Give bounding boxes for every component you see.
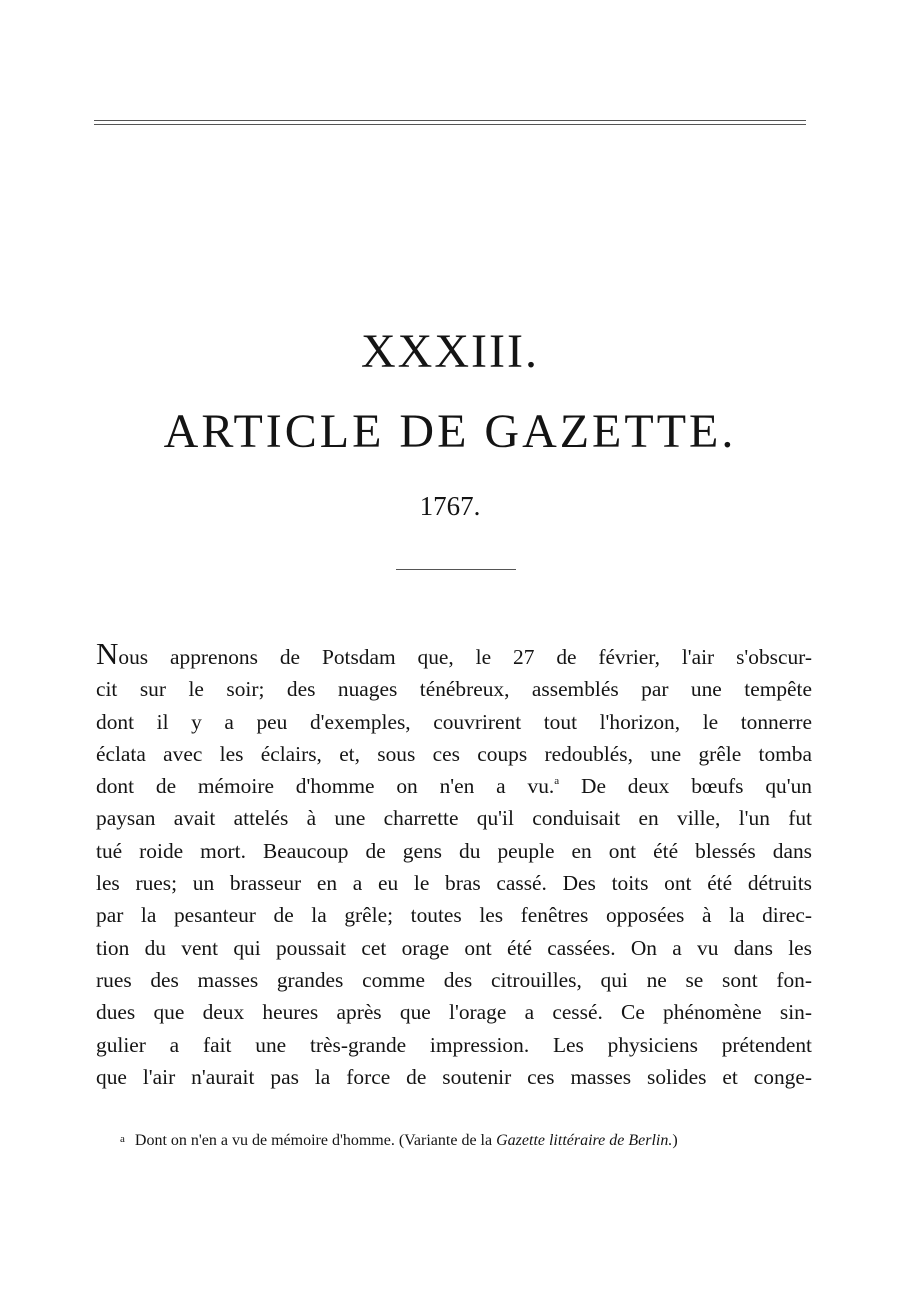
body-line: dues que deux heures après que l'orage a cessé. Ce phénomène sin- bbox=[96, 1000, 812, 1025]
body-line bbox=[96, 770, 812, 802]
body-line-text: ous apprenons de Potsdam que, le 27 de février, l'air s'obscur- bbox=[118, 645, 812, 669]
body-line: que l'air n'aurait pas la force de soutenir ces masses solides et conge- bbox=[96, 1064, 812, 1089]
body-line-text: De deux bœufs qu'un bbox=[581, 774, 812, 799]
body-line: tué roide mort. Beaucoup de gens du peuple en ont été blessés dans bbox=[96, 838, 812, 863]
footnote-reference: a bbox=[554, 775, 560, 788]
drop-cap: N bbox=[96, 636, 119, 671]
body-line: dont il y a peu d'exemples, couvrirent tout l'horizon, le tonnerre bbox=[96, 709, 812, 734]
footnote-mark: a bbox=[120, 1133, 125, 1145]
body-line: cit sur le soir; des nuages ténébreux, assemblés par une tempête bbox=[96, 677, 812, 702]
body-line: par la pesanteur de la grêle; toutes les fenêtres opposées à la direc- bbox=[96, 903, 812, 928]
body-line: paysan avait attelés à une charrette qu'il conduisait en ville, l'un fut bbox=[96, 806, 812, 831]
body-line: éclata avec les éclairs, et, sous ces coups redoublés, une grêle tomba bbox=[96, 741, 812, 766]
chapter-number: XXXIII. bbox=[361, 325, 539, 378]
body-line: tion du vent qui poussait cet orage ont été cassées. On a vu dans les bbox=[96, 935, 812, 960]
top-double-rule bbox=[94, 120, 806, 125]
body-line bbox=[96, 636, 812, 673]
body-line: rues des masses grandes comme des citrouilles, qui ne se sont fon- bbox=[96, 967, 812, 992]
footnote-text-end: ) bbox=[672, 1132, 678, 1149]
footnote-source-title: Gazette littéraire de Berlin. bbox=[496, 1132, 673, 1149]
chapter-year: 1767. bbox=[419, 491, 481, 521]
body-line: gulier a fait une très-grande impression. Les physiciens prétendent bbox=[96, 1032, 812, 1057]
article-body bbox=[96, 636, 812, 1093]
chapter-title: ARTICLE DE GAZETTE. bbox=[163, 405, 737, 458]
body-line: les rues; un brasseur en a eu le bras cassé. Des toits ont été détruits bbox=[96, 871, 812, 896]
footnote-text: Dont on n'en a vu de mémoire d'homme. (Variante de la bbox=[134, 1132, 497, 1149]
body-line-text: dont de mémoire d'homme on n'en a vu. bbox=[96, 774, 555, 799]
section-divider bbox=[396, 569, 516, 570]
footnote bbox=[120, 1128, 820, 1152]
